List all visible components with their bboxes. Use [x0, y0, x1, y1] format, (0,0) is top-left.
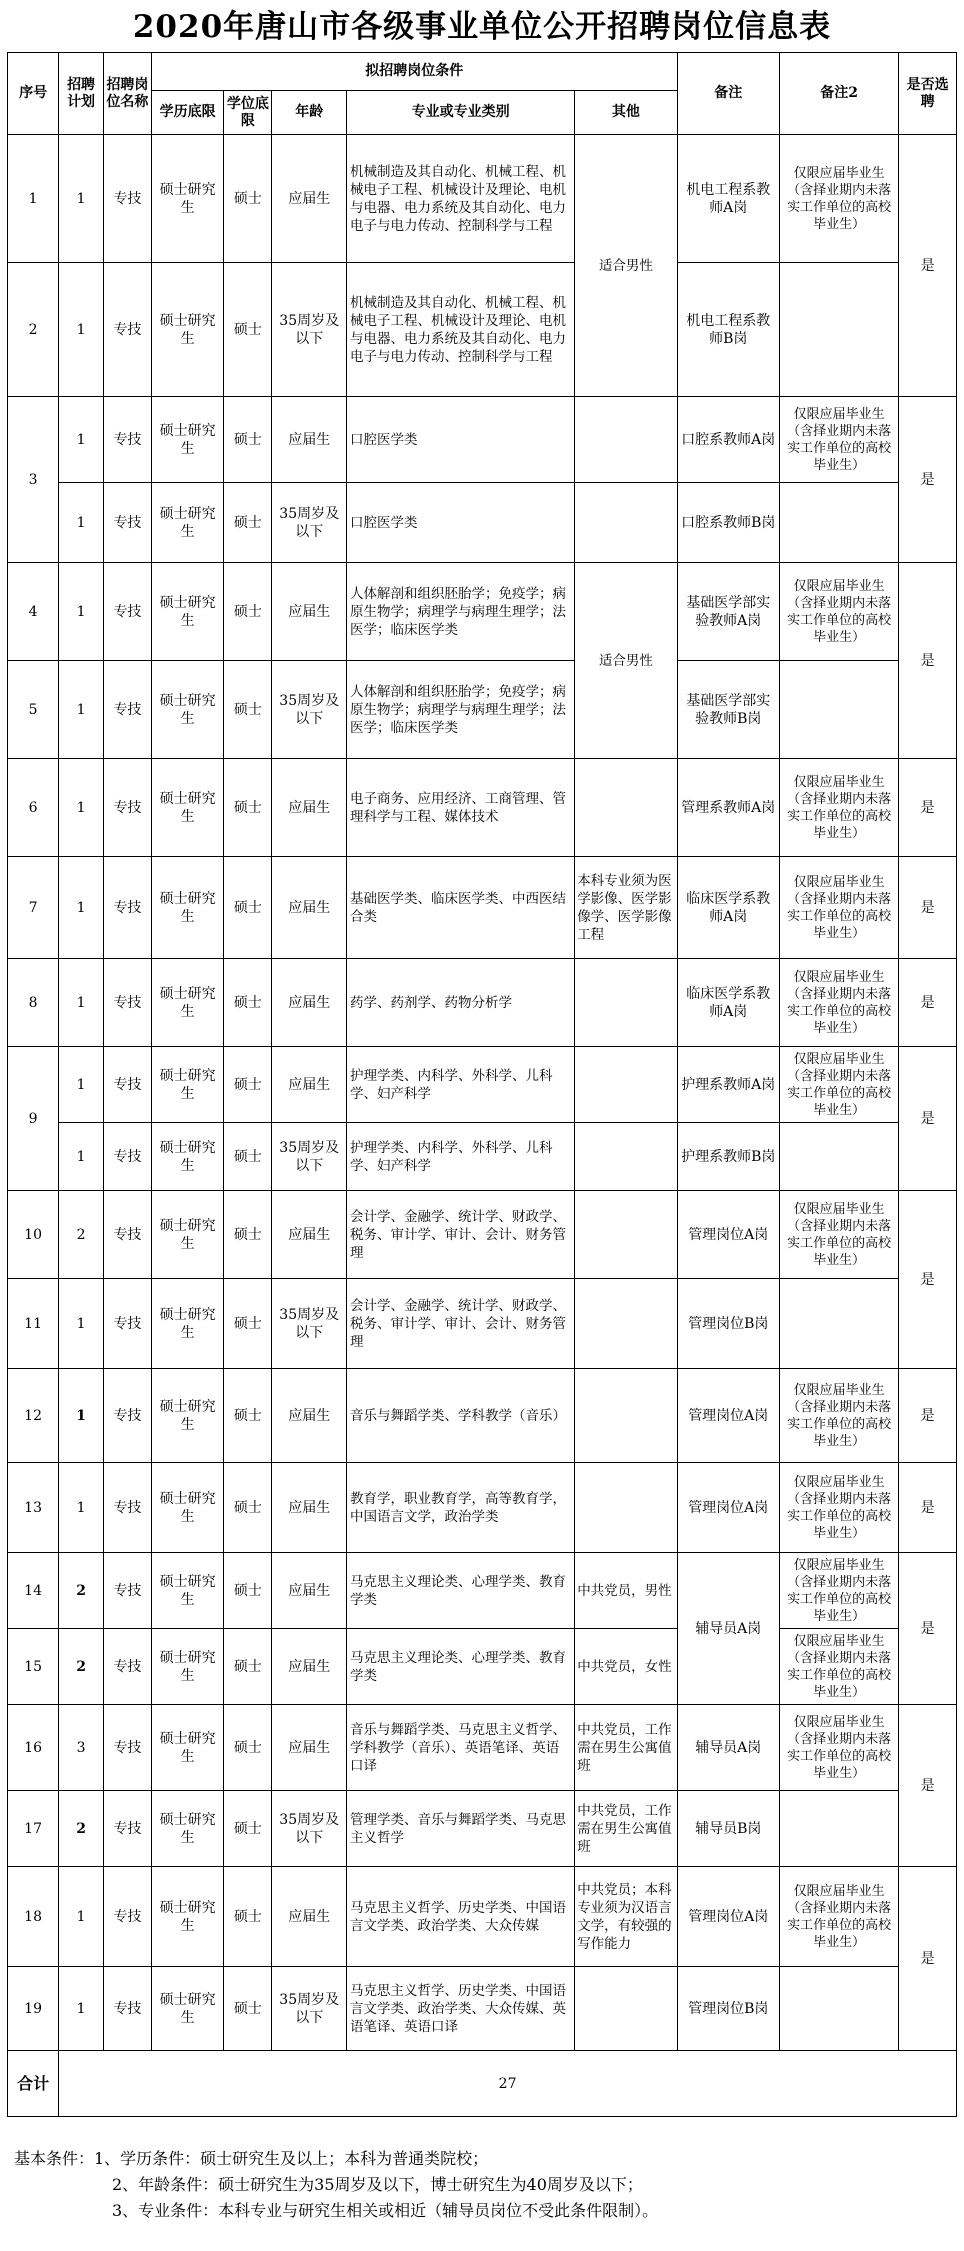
note2-cell — [779, 661, 898, 759]
degree-cell: 硕士 — [224, 563, 272, 661]
note2-cell: 仅限应届毕业生（含择业期内未落实工作单位的高校毕业生） — [779, 1705, 898, 1791]
table-row — [8, 1553, 957, 1629]
degree-cell: 硕士 — [224, 1191, 272, 1279]
note-cell: 机电工程系教师A岗 — [677, 135, 779, 263]
table-row — [8, 483, 957, 563]
note-cell: 护理系教师A岗 — [677, 1047, 779, 1123]
elective-cell: 是 — [899, 397, 957, 563]
age-cell: 应届生 — [272, 135, 347, 263]
edu-cell: 硕士研究生 — [151, 1705, 224, 1791]
major-cell: 马克思主义理论类、心理学类、教育学类 — [347, 1629, 575, 1705]
edu-cell: 硕士研究生 — [151, 759, 224, 857]
age-cell: 35周岁及以下 — [272, 1967, 347, 2051]
note2-cell: 仅限应届毕业生（含择业期内未落实工作单位的高校毕业生） — [779, 1553, 898, 1629]
post-cell: 专技 — [103, 1463, 151, 1553]
note-cell: 口腔系教师B岗 — [677, 483, 779, 563]
plan-cell: 1 — [59, 1967, 104, 2051]
edu-cell: 硕士研究生 — [151, 483, 224, 563]
edu-cell: 硕士研究生 — [151, 1867, 224, 1967]
note2-cell: 仅限应届毕业生（含择业期内未落实工作单位的高校毕业生） — [779, 135, 898, 263]
post-cell: 专技 — [103, 1791, 151, 1867]
edu-cell: 硕士研究生 — [151, 135, 224, 263]
table-row — [8, 1191, 957, 1279]
other-cell — [575, 483, 677, 563]
plan-cell: 3 — [59, 1705, 104, 1791]
age-cell: 35周岁及以下 — [272, 1279, 347, 1369]
age-cell: 应届生 — [272, 1867, 347, 1967]
degree-cell: 硕士 — [224, 135, 272, 263]
post-cell: 专技 — [103, 1705, 151, 1791]
plan-cell: 1 — [59, 483, 104, 563]
other-cell — [575, 759, 677, 857]
post-cell: 专技 — [103, 661, 151, 759]
page-title: 2020年唐山市各级事业单位公开招聘岗位信息表 — [132, 9, 832, 45]
table-row — [8, 857, 957, 959]
other-cell: 适合男性 — [575, 135, 677, 397]
plan-cell: 1 — [59, 959, 104, 1047]
major-cell: 机械制造及其自动化、机械工程、机械电子工程、机械设计及理论、电机与电器、电力系统及其自动化、电力电子与电力传动、控制科学与工程 — [347, 263, 575, 397]
age-cell: 应届生 — [272, 857, 347, 959]
seq-cell: 12 — [8, 1369, 59, 1463]
plan-cell: 2 — [59, 1191, 104, 1279]
other-cell: 中共党员，女性 — [575, 1629, 677, 1705]
elective-cell: 是 — [899, 1867, 957, 2051]
table-row — [8, 1791, 957, 1867]
other-cell: 适合男性 — [575, 563, 677, 759]
header-post: 招聘岗位名称 — [103, 53, 151, 135]
plan-cell: 1 — [59, 1123, 104, 1191]
plan-cell: 1 — [59, 397, 104, 483]
plan-cell: 2 — [59, 1629, 104, 1705]
edu-cell: 硕士研究生 — [151, 1629, 224, 1705]
post-cell: 专技 — [103, 1047, 151, 1123]
note-cell: 管理岗位A岗 — [677, 1867, 779, 1967]
elective-cell: 是 — [899, 1463, 957, 1553]
post-cell: 专技 — [103, 263, 151, 397]
degree-cell: 硕士 — [224, 1463, 272, 1553]
degree-cell: 硕士 — [224, 397, 272, 483]
elective-cell: 是 — [899, 1553, 957, 1705]
major-cell: 机械制造及其自动化、机械工程、机械电子工程、机械设计及理论、电机与电器、电力系统及其自动化、电力电子与电力传动、控制科学与工程 — [347, 135, 575, 263]
note-cell: 机电工程系教师B岗 — [677, 263, 779, 397]
degree-cell: 硕士 — [224, 1369, 272, 1463]
other-cell: 本科专业须为医学影像、医学影像学、医学影像工程 — [575, 857, 677, 959]
age-cell: 应届生 — [272, 959, 347, 1047]
major-cell: 音乐与舞蹈学类、学科教学（音乐） — [347, 1369, 575, 1463]
note-cell: 辅导员B岗 — [677, 1791, 779, 1867]
note-cell: 口腔系教师A岗 — [677, 397, 779, 483]
degree-cell: 硕士 — [224, 263, 272, 397]
other-cell: 中共党员，工作需在男生公寓值班 — [575, 1705, 677, 1791]
plan-cell: 1 — [59, 661, 104, 759]
note-cell: 基础医学部实验教师A岗 — [677, 563, 779, 661]
degree-cell: 硕士 — [224, 1967, 272, 2051]
footer-line-3: 3、专业条件：本科专业与研究生相关或相近（辅导员岗位不受此条件限制）。 — [112, 2201, 659, 2220]
note-cell: 临床医学系教师A岗 — [677, 857, 779, 959]
post-cell: 专技 — [103, 397, 151, 483]
note-cell: 临床医学系教师A岗 — [677, 959, 779, 1047]
other-cell — [575, 959, 677, 1047]
major-cell: 音乐与舞蹈学类、马克思主义哲学、学科教学（音乐）、英语笔译、英语口译 — [347, 1705, 575, 1791]
footer-line-1: 基本条件：1、学历条件：硕士研究生及以上；本科为普通类院校； — [14, 2149, 489, 2168]
other-cell — [575, 1279, 677, 1369]
degree-cell: 硕士 — [224, 857, 272, 959]
header-age: 年龄 — [272, 91, 347, 135]
header-row — [8, 53, 957, 91]
seq-cell: 7 — [8, 857, 59, 959]
table-row — [8, 135, 957, 263]
degree-cell: 硕士 — [224, 959, 272, 1047]
note2-cell — [779, 263, 898, 397]
edu-cell: 硕士研究生 — [151, 857, 224, 959]
major-cell: 护理学类、内科学、外科学、儿科学、妇产科学 — [347, 1047, 575, 1123]
major-cell: 口腔医学类 — [347, 483, 575, 563]
edu-cell: 硕士研究生 — [151, 563, 224, 661]
table-row — [8, 759, 957, 857]
header-seq: 序号 — [8, 53, 59, 135]
other-cell: 中共党员；本科专业须为汉语言文学，有较强的写作能力 — [575, 1867, 677, 1967]
post-cell: 专技 — [103, 1279, 151, 1369]
note2-cell — [779, 1123, 898, 1191]
table-row — [8, 1867, 957, 1967]
post-cell: 专技 — [103, 1867, 151, 1967]
age-cell: 应届生 — [272, 397, 347, 483]
total-row — [8, 2051, 957, 2117]
plan-cell: 1 — [59, 1047, 104, 1123]
degree-cell: 硕士 — [224, 1791, 272, 1867]
post-cell: 专技 — [103, 1191, 151, 1279]
header-other: 其他 — [575, 91, 677, 135]
plan-cell: 2 — [59, 1553, 104, 1629]
degree-cell: 硕士 — [224, 483, 272, 563]
seq-cell: 6 — [8, 759, 59, 857]
total-label: 合计 — [8, 2051, 59, 2117]
note-cell: 管理岗位B岗 — [677, 1967, 779, 2051]
age-cell: 应届生 — [272, 1705, 347, 1791]
note-cell: 辅导员A岗 — [677, 1553, 779, 1705]
note2-cell — [779, 1791, 898, 1867]
age-cell: 35周岁及以下 — [272, 1791, 347, 1867]
degree-cell: 硕士 — [224, 1047, 272, 1123]
header-conditions: 拟招聘岗位条件 — [151, 53, 677, 91]
header-note: 备注 — [677, 53, 779, 135]
note2-cell: 仅限应届毕业生（含择业期内未落实工作单位的高校毕业生） — [779, 1369, 898, 1463]
major-cell: 基础医学类、临床医学类、中西医结合类 — [347, 857, 575, 959]
major-cell: 药学、药剂学、药物分析学 — [347, 959, 575, 1047]
note2-cell: 仅限应届毕业生（含择业期内未落实工作单位的高校毕业生） — [779, 1191, 898, 1279]
edu-cell: 硕士研究生 — [151, 263, 224, 397]
plan-cell: 1 — [59, 857, 104, 959]
other-cell — [575, 1369, 677, 1463]
post-cell: 专技 — [103, 959, 151, 1047]
plan-cell: 1 — [59, 1369, 104, 1463]
plan-cell: 1 — [59, 1463, 104, 1553]
other-cell — [575, 1463, 677, 1553]
post-cell: 专技 — [103, 563, 151, 661]
seq-cell: 16 — [8, 1705, 59, 1791]
age-cell: 应届生 — [272, 1629, 347, 1705]
post-cell: 专技 — [103, 1123, 151, 1191]
elective-cell: 是 — [899, 959, 957, 1047]
note-cell: 管理系教师A岗 — [677, 759, 779, 857]
major-cell: 马克思主义哲学、历史学类、中国语言文学类、政治学类、大众传媒、英语笔译、英语口译 — [347, 1967, 575, 2051]
seq-cell: 15 — [8, 1629, 59, 1705]
major-cell: 马克思主义理论类、心理学类、教育学类 — [347, 1553, 575, 1629]
elective-cell: 是 — [899, 857, 957, 959]
degree-cell: 硕士 — [224, 1629, 272, 1705]
edu-cell: 硕士研究生 — [151, 1191, 224, 1279]
note2-cell: 仅限应届毕业生（含择业期内未落实工作单位的高校毕业生） — [779, 857, 898, 959]
edu-cell: 硕士研究生 — [151, 959, 224, 1047]
other-cell — [575, 1967, 677, 2051]
age-cell: 35周岁及以下 — [272, 263, 347, 397]
major-cell: 会计学、金融学、统计学、财政学、税务、审计学、审计、会计、财务管理 — [347, 1191, 575, 1279]
post-cell: 专技 — [103, 1629, 151, 1705]
post-cell: 专技 — [103, 135, 151, 263]
seq-cell: 1 — [8, 135, 59, 263]
other-cell: 中共党员，男性 — [575, 1553, 677, 1629]
major-cell: 电子商务、应用经济、工商管理、管理科学与工程、媒体技术 — [347, 759, 575, 857]
header-edu: 学历底限 — [151, 91, 224, 135]
age-cell: 应届生 — [272, 1369, 347, 1463]
elective-cell: 是 — [899, 1705, 957, 1867]
note-cell: 管理岗位A岗 — [677, 1191, 779, 1279]
note2-cell: 仅限应届毕业生（含择业期内未落实工作单位的高校毕业生） — [779, 959, 898, 1047]
major-cell: 会计学、金融学、统计学、财政学、税务、审计学、审计、会计、财务管理 — [347, 1279, 575, 1369]
note2-cell — [779, 483, 898, 563]
major-cell: 马克思主义哲学、历史学类、中国语言文学类、政治学类、大众传媒 — [347, 1867, 575, 1967]
age-cell: 应届生 — [272, 1047, 347, 1123]
edu-cell: 硕士研究生 — [151, 1369, 224, 1463]
post-cell: 专技 — [103, 483, 151, 563]
post-cell: 专技 — [103, 1967, 151, 2051]
age-cell: 应届生 — [272, 1463, 347, 1553]
edu-cell: 硕士研究生 — [151, 1279, 224, 1369]
degree-cell: 硕士 — [224, 1123, 272, 1191]
table-row — [8, 1369, 957, 1463]
seq-cell: 14 — [8, 1553, 59, 1629]
post-cell: 专技 — [103, 857, 151, 959]
edu-cell: 硕士研究生 — [151, 1791, 224, 1867]
elective-cell: 是 — [899, 759, 957, 857]
table-row — [8, 263, 957, 397]
note-cell: 护理系教师B岗 — [677, 1123, 779, 1191]
edu-cell: 硕士研究生 — [151, 397, 224, 483]
table-row — [8, 1705, 957, 1791]
edu-cell: 硕士研究生 — [151, 1123, 224, 1191]
major-cell: 人体解剖和组织胚胎学；免疫学；病原生物学；病理学与病理生理学；法医学；临床医学类 — [347, 563, 575, 661]
total-value: 27 — [59, 2051, 957, 2117]
seq-cell: 13 — [8, 1463, 59, 1553]
age-cell: 应届生 — [272, 759, 347, 857]
table-row — [8, 1279, 957, 1369]
plan-cell: 1 — [59, 1279, 104, 1369]
basic-conditions — [14, 2146, 954, 2224]
plan-cell: 1 — [59, 263, 104, 397]
seq-cell: 18 — [8, 1867, 59, 1967]
plan-cell: 1 — [59, 135, 104, 263]
note2-cell: 仅限应届毕业生（含择业期内未落实工作单位的高校毕业生） — [779, 1629, 898, 1705]
note2-cell: 仅限应届毕业生（含择业期内未落实工作单位的高校毕业生） — [779, 1867, 898, 1967]
edu-cell: 硕士研究生 — [151, 1553, 224, 1629]
other-cell — [575, 1191, 677, 1279]
age-cell: 35周岁及以下 — [272, 483, 347, 563]
plan-cell: 1 — [59, 759, 104, 857]
seq-cell: 5 — [8, 661, 59, 759]
header-degree: 学位底限 — [224, 91, 272, 135]
plan-cell: 1 — [59, 563, 104, 661]
seq-cell: 3 — [8, 397, 59, 563]
edu-cell: 硕士研究生 — [151, 1967, 224, 2051]
other-cell — [575, 1047, 677, 1123]
table-row — [8, 661, 957, 759]
seq-cell: 4 — [8, 563, 59, 661]
seq-cell: 9 — [8, 1047, 59, 1191]
footer-line-2: 2、年龄条件：硕士研究生为35周岁及以下，博士研究生为40周岁及以下； — [112, 2175, 643, 2194]
plan-cell: 2 — [59, 1791, 104, 1867]
header-elective: 是否选聘 — [899, 53, 957, 135]
note2-cell: 仅限应届毕业生（含择业期内未落实工作单位的高校毕业生） — [779, 563, 898, 661]
table-row — [8, 563, 957, 661]
elective-cell: 是 — [899, 1047, 957, 1191]
degree-cell: 硕士 — [224, 661, 272, 759]
note-cell: 管理岗位A岗 — [677, 1463, 779, 1553]
header-major: 专业或专业类别 — [347, 91, 575, 135]
major-cell: 教育学，职业教育学，高等教育学，中国语言文学，政治学类 — [347, 1463, 575, 1553]
plan-cell: 1 — [59, 1867, 104, 1967]
elective-cell: 是 — [899, 1369, 957, 1463]
other-cell — [575, 1123, 677, 1191]
major-cell: 人体解剖和组织胚胎学；免疫学；病原生物学；病理学与病理生理学；法医学；临床医学类 — [347, 661, 575, 759]
table-row — [8, 1123, 957, 1191]
note-cell: 基础医学部实验教师B岗 — [677, 661, 779, 759]
note2-cell — [779, 1967, 898, 2051]
note2-cell — [779, 1279, 898, 1369]
major-cell: 口腔医学类 — [347, 397, 575, 483]
note2-cell: 仅限应届毕业生（含择业期内未落实工作单位的高校毕业生） — [779, 397, 898, 483]
degree-cell: 硕士 — [224, 1279, 272, 1369]
note2-cell: 仅限应届毕业生（含择业期内未落实工作单位的高校毕业生） — [779, 1463, 898, 1553]
edu-cell: 硕士研究生 — [151, 1047, 224, 1123]
table-row — [8, 959, 957, 1047]
major-cell: 管理学类、音乐与舞蹈学类、马克思主义哲学 — [347, 1791, 575, 1867]
table-row — [8, 1047, 957, 1123]
post-cell: 专技 — [103, 1369, 151, 1463]
note2-cell: 仅限应届毕业生（含择业期内未落实工作单位的高校毕业生） — [779, 1047, 898, 1123]
degree-cell: 硕士 — [224, 1553, 272, 1629]
seq-cell: 17 — [8, 1791, 59, 1867]
seq-cell: 2 — [8, 263, 59, 397]
post-cell: 专技 — [103, 1553, 151, 1629]
other-cell — [575, 397, 677, 483]
note-cell: 管理岗位B岗 — [677, 1279, 779, 1369]
note2-cell: 仅限应届毕业生（含择业期内未落实工作单位的高校毕业生） — [779, 759, 898, 857]
seq-cell: 11 — [8, 1279, 59, 1369]
header-note2: 备注2 — [779, 53, 898, 135]
edu-cell: 硕士研究生 — [151, 661, 224, 759]
edu-cell: 硕士研究生 — [151, 1463, 224, 1553]
other-cell: 中共党员，工作需在男生公寓值班 — [575, 1791, 677, 1867]
table-row — [8, 1629, 957, 1705]
elective-cell: 是 — [899, 135, 957, 397]
seq-cell: 10 — [8, 1191, 59, 1279]
table-row — [8, 397, 957, 483]
major-cell: 护理学类、内科学、外科学、儿科学、妇产科学 — [347, 1123, 575, 1191]
age-cell: 应届生 — [272, 563, 347, 661]
seq-cell: 19 — [8, 1967, 59, 2051]
elective-cell: 是 — [899, 1191, 957, 1369]
recruitment-table — [7, 52, 957, 2117]
table-row — [8, 1967, 957, 2051]
age-cell: 35周岁及以下 — [272, 1123, 347, 1191]
note-cell: 辅导员A岗 — [677, 1705, 779, 1791]
header-plan: 招聘计划 — [59, 53, 104, 135]
elective-cell: 是 — [899, 563, 957, 759]
age-cell: 应届生 — [272, 1191, 347, 1279]
seq-cell: 8 — [8, 959, 59, 1047]
table-row — [8, 1463, 957, 1553]
post-cell: 专技 — [103, 759, 151, 857]
age-cell: 35周岁及以下 — [272, 661, 347, 759]
degree-cell: 硕士 — [224, 1705, 272, 1791]
age-cell: 应届生 — [272, 1553, 347, 1629]
degree-cell: 硕士 — [224, 1867, 272, 1967]
degree-cell: 硕士 — [224, 759, 272, 857]
note-cell: 管理岗位A岗 — [677, 1369, 779, 1463]
